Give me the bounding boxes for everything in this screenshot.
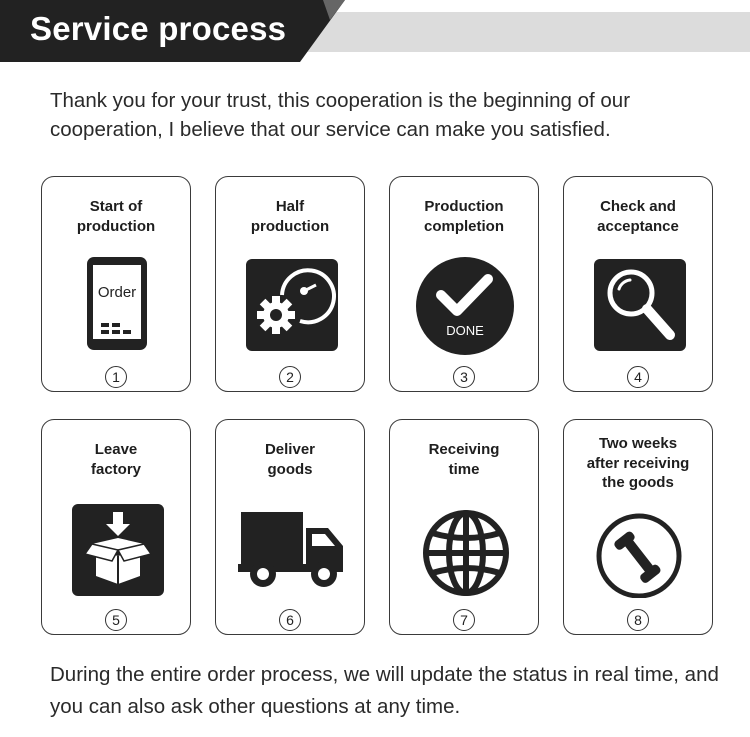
step-title: Leave factory bbox=[90, 441, 142, 478]
step-number: 7 bbox=[453, 609, 475, 631]
step-title: Deliver goods bbox=[264, 441, 316, 478]
globe-icon bbox=[390, 498, 540, 598]
step-card-4 bbox=[563, 176, 713, 392]
order-phone-icon bbox=[42, 255, 192, 355]
magnifier-icon bbox=[564, 255, 714, 355]
step-number: 3 bbox=[453, 366, 475, 388]
step-number: 5 bbox=[105, 609, 127, 631]
step-card-7 bbox=[389, 419, 539, 635]
step-number: 4 bbox=[627, 366, 649, 388]
header-banner bbox=[0, 0, 750, 62]
step-card-1 bbox=[41, 176, 191, 392]
step-title: Half production bbox=[250, 198, 330, 235]
step-number: 6 bbox=[279, 609, 301, 631]
step-title: Production completion bbox=[423, 198, 504, 235]
step-number: 8 bbox=[627, 609, 649, 631]
page-title: Service process bbox=[30, 10, 287, 47]
step-card-2 bbox=[215, 176, 365, 392]
done-check-icon bbox=[390, 255, 540, 355]
step-card-8 bbox=[563, 419, 713, 635]
box-icon bbox=[42, 498, 192, 598]
truck-icon bbox=[216, 498, 366, 598]
step-title: Start of production bbox=[76, 198, 156, 235]
step-number: 2 bbox=[279, 366, 301, 388]
outro-text: During the entire order process, we will update the status in real time, and you can also ask other questions at any time. bbox=[50, 663, 719, 718]
step-number: 1 bbox=[105, 366, 127, 388]
step-title: Check and acceptance bbox=[597, 198, 679, 235]
step-title: Receiving time bbox=[428, 441, 500, 478]
intro-text: Thank you for your trust, this cooperation is the beginning of our cooperation, I believe that our service can make you satisfied. bbox=[50, 89, 631, 141]
done-label: DONE bbox=[446, 323, 484, 338]
step-card-6 bbox=[215, 419, 365, 635]
gear-gauge-icon bbox=[216, 255, 366, 355]
phone-icon bbox=[564, 498, 714, 598]
order-label: Order bbox=[97, 284, 137, 301]
step-card-5 bbox=[41, 419, 191, 635]
step-card-3 bbox=[389, 176, 539, 392]
step-title: Two weeks after receiving the goods bbox=[586, 435, 690, 491]
